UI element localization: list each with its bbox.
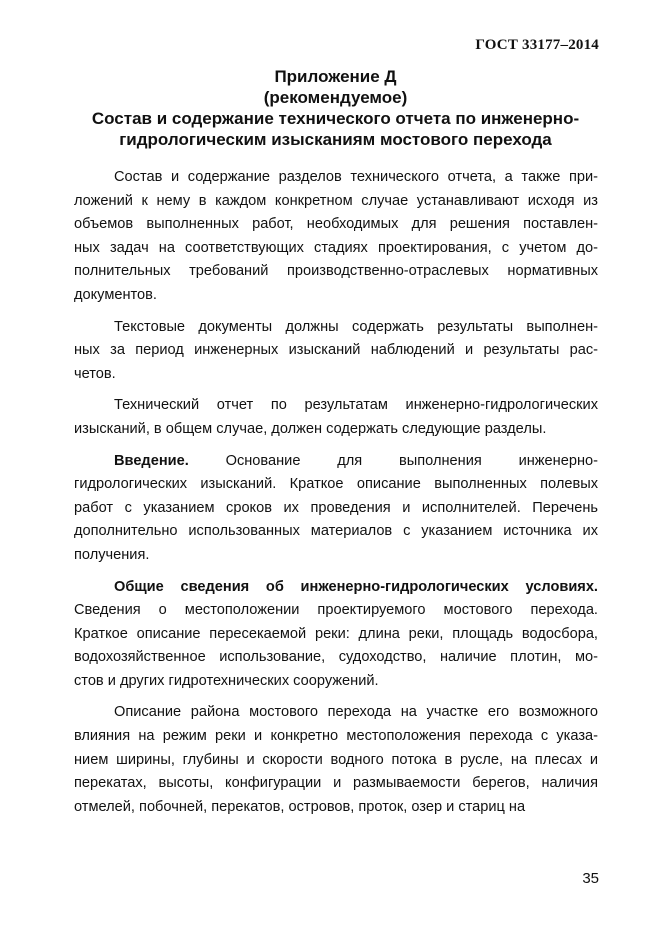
- paragraph-line: водохозяйственное использование, судоходство, наличие плотин, мо-: [74, 649, 598, 666]
- bold-lead-text: Общие сведения об инженерно-гидрологических условиях.: [114, 578, 598, 595]
- paragraph: [74, 701, 598, 819]
- paragraph-line: нием ширины, глубины и скорости водного потока в русле, на плесах и: [74, 751, 598, 768]
- page-number: 35: [582, 870, 599, 887]
- paragraph-line: полнительных требований производственно-отраслевых нормативных: [74, 263, 598, 280]
- paragraph-line: ложений к нему в каждом конкретном случае устанавливают исходя из: [74, 192, 598, 209]
- paragraph-line: Текстовые документы должны содержать результаты выполнен-: [114, 318, 598, 335]
- paragraph-line: отмелей, побочней, перекатов, островов, проток, озер и стариц на: [74, 798, 526, 815]
- line-text: Основание для выполнения инженерно-: [188, 452, 598, 469]
- appendix-heading-line-1: Состав и содержание технического отчета по инженерно-: [91, 109, 580, 128]
- paragraph-line: документов.: [74, 286, 157, 303]
- paragraph-line: объемов выполненных работ, необходимых для решения поставлен-: [74, 216, 598, 233]
- paragraph-line: получения.: [74, 546, 150, 563]
- paragraph-line: гидрологических изысканий. Краткое описание выполненных полевых: [74, 476, 598, 493]
- paragraph-line: изысканий, в общем случае, должен содержать следующие разделы.: [74, 420, 547, 437]
- paragraph: [74, 576, 598, 694]
- paragraph-line: Сведения о местоположении проектируемого мостового перехода.: [74, 602, 598, 619]
- standard-code-header: ГОСТ 33177–2014: [475, 37, 599, 53]
- paragraph-line: работ с указанием сроков их проведения и исполнителей. Перечень: [74, 499, 598, 516]
- paragraph-line: перекатах, высоты, конфигурации и размываемости берегов, наличия: [74, 775, 598, 792]
- paragraph-line: [74, 576, 598, 600]
- bold-lead-text: Введение.: [114, 452, 189, 469]
- paragraph: [74, 394, 598, 441]
- appendix-heading-line-2: гидрологическим изысканиям мостового перехода: [119, 130, 552, 149]
- paragraph: [74, 450, 598, 568]
- paragraph-line: Технический отчет по результатам инженерно-гидрологических: [114, 397, 598, 414]
- appendix-label: Приложение Д: [274, 67, 397, 86]
- paragraph-line: Состав и содержание разделов технического отчета, а также при-: [114, 169, 598, 185]
- paragraph: [74, 316, 598, 387]
- paragraph-line: [74, 450, 598, 474]
- paragraph-line: дополнительно использованных материалов с указанием источника их: [74, 523, 598, 540]
- paragraph-line: четов.: [74, 365, 116, 382]
- document-body: [74, 166, 598, 827]
- paragraph: [74, 166, 598, 308]
- paragraph-line: влияния на режим реки и конкретно местоположения перехода с указа-: [74, 728, 598, 745]
- paragraph-line: ных задач на соответствующих стадиях проектирования, с учетом до-: [74, 239, 598, 256]
- appendix-title-block: [60, 66, 611, 150]
- paragraph-line: Краткое описание пересекаемой реки: длина реки, площадь водосбора,: [74, 625, 598, 642]
- paragraph-line: Описание района мостового перехода на участке его возможного: [114, 704, 598, 721]
- appendix-status: (рекомендуемое): [263, 88, 408, 107]
- paragraph-line: ных за период инженерных изысканий наблюдений и результаты рас-: [74, 342, 598, 359]
- paragraph-line: стов и других гидротехнических сооружений.: [74, 672, 379, 689]
